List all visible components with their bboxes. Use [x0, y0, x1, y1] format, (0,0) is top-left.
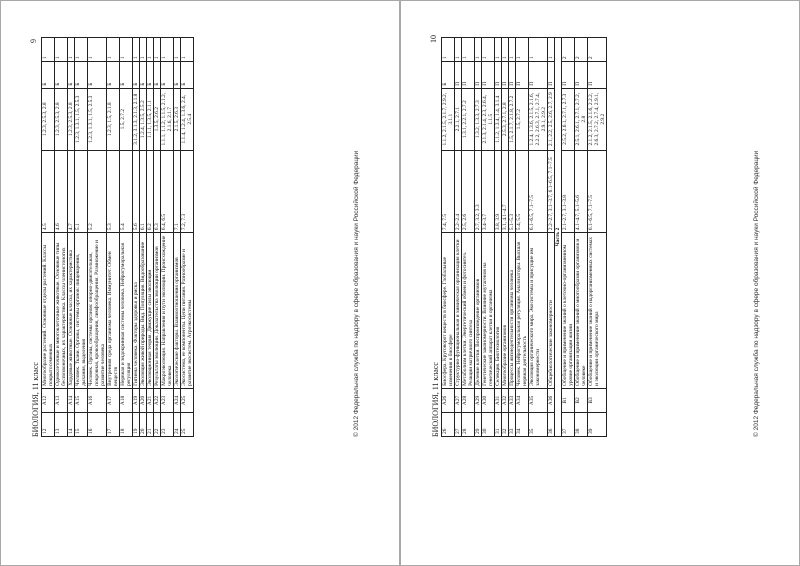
row-number: 25	[181, 412, 194, 436]
max-points: 1	[174, 38, 181, 62]
max-points: 1	[502, 38, 509, 62]
table-row	[509, 38, 516, 437]
row-number: 34	[516, 412, 529, 436]
row-number: 15	[75, 412, 88, 436]
topic-cell: Макроэволюция. Направления и пути эволюции. Происхождение человека	[161, 233, 174, 389]
topic-cell: Эволюция живой природы. Вид. Популяция. Видообразование	[140, 233, 147, 389]
table-row	[154, 38, 161, 437]
table-row	[548, 38, 555, 437]
row-number: 37	[562, 412, 575, 436]
requirement-codes: 2.1.5, 2.6.3	[174, 88, 181, 150]
max-points: 2	[562, 38, 575, 62]
difficulty-level: Б	[88, 62, 107, 89]
rotated-page-content	[1, 1, 399, 566]
topic-cell: Эволюционная теория. Движущие силы эволюции	[147, 233, 154, 389]
max-points: 1	[107, 38, 120, 62]
topic-cell: Общебиологические закономерности	[548, 233, 555, 389]
task-code: A25	[181, 388, 194, 412]
table-row	[140, 38, 147, 437]
task-code: A26	[442, 388, 455, 412]
content-codes: 5.4, 5.5	[516, 150, 529, 232]
task-code: A30	[482, 388, 495, 412]
task-code: A20	[140, 388, 147, 412]
table-row	[75, 38, 88, 437]
requirement-codes: 1.2.3, 1.5, 2.1.8	[107, 88, 120, 150]
content-codes: 5.1–5.3	[509, 150, 516, 232]
table-row	[68, 38, 75, 437]
row-number: 31	[495, 412, 502, 436]
task-code: A12	[42, 388, 55, 412]
difficulty-level: Б	[140, 62, 147, 89]
difficulty-level: Б	[181, 62, 194, 89]
task-code: A18	[120, 388, 133, 412]
task-code: A15	[75, 388, 88, 412]
topic-cell: Человек. Нейрогуморальная регуляция. Анализаторы. Высшая нервная деятельность	[516, 233, 529, 389]
requirement-codes: 1.2.3, 2.5.3, 2.8	[42, 88, 55, 150]
difficulty-level: Б	[161, 62, 174, 89]
topic-cell: Структурно-функциональная и химическая организация клетки	[455, 233, 462, 389]
difficulty-level: П	[455, 62, 462, 89]
row-number: 18	[120, 412, 133, 436]
difficulty-level: Б	[147, 62, 154, 89]
difficulty-level: П	[509, 62, 516, 89]
task-code: A19	[133, 388, 140, 412]
requirement-codes: 2.5.2, 2.6.1, 2.7.1, 2.7.3	[562, 88, 575, 150]
topic-cell: Внутренняя среда организма человека. Иммунитет. Обмен веществ	[107, 233, 120, 389]
content-codes: 7.2, 7.3	[181, 150, 194, 232]
requirement-codes: 1.5, 2.7.2	[120, 88, 133, 150]
max-points: 1	[509, 38, 516, 62]
content-codes: 5.3	[107, 150, 120, 232]
content-codes: 2.1–2.7, 3.1–3.8	[562, 150, 575, 232]
content-codes: 5.2	[88, 150, 107, 232]
row-number: 32	[502, 412, 509, 436]
rotated-page-content	[401, 1, 799, 566]
topic-cell: Генетические закономерности. Влияние мутагенов на генетический аппарат клетки и организма	[482, 233, 495, 389]
max-points: 1	[147, 38, 154, 62]
content-codes: 2.2–2.7, 3.1–3.7, 6.1–6.5, 7.1–7.5	[548, 150, 555, 232]
max-points: 1	[75, 38, 88, 62]
task-code: A21	[147, 388, 154, 412]
requirement-codes: 2.1, 2.2, 2.5, 2.6, 2.7, 2.9	[548, 88, 555, 150]
content-codes: 3.1, 4.1–4.7	[502, 150, 509, 232]
difficulty-level: П	[502, 62, 509, 89]
requirement-codes: 1.2.3, 2.5.3, 2.8	[55, 88, 68, 150]
difficulty-level: П	[548, 62, 555, 89]
max-points: 1	[120, 38, 133, 62]
content-codes: 6.1–6.5, 7.1–7.5	[588, 150, 607, 232]
content-codes: 4.6	[55, 150, 68, 232]
row-number: 20	[140, 412, 147, 436]
topic-cell: Многообразие растений. Основные отделы растений. Классы покрытосеменных	[42, 233, 55, 389]
topic-cell: Экосистема, ее компоненты. Цепи питания. Разнообразие и развитие экосистем. Агроэкосистемы	[181, 233, 194, 389]
row-number: 29	[475, 412, 482, 436]
part-separator-row	[555, 38, 562, 437]
task-code: B2	[575, 388, 588, 412]
difficulty-level: П	[529, 62, 548, 89]
max-points: 1	[482, 38, 495, 62]
copyright-footer: © 2012 Федеральная служба по надзору в сфере образования и науки Российской Федерации	[353, 150, 360, 437]
task-code: A13	[55, 388, 68, 412]
requirement-codes: 1.2.3, 2.5.3, 2.8	[68, 88, 75, 150]
difficulty-level: П	[562, 62, 575, 89]
difficulty-level: Б	[107, 62, 120, 89]
max-points: 1	[516, 38, 529, 62]
row-number: 28	[462, 412, 475, 436]
difficulty-level: П	[575, 62, 588, 89]
row-number: 16	[88, 412, 107, 436]
topic-cell: Обобщение и применение знаний о надорганизменных системах и эволюции органического мира	[588, 233, 607, 389]
difficulty-level: Б	[75, 62, 88, 89]
table-row	[502, 38, 509, 437]
difficulty-level: Б	[442, 62, 455, 89]
max-points: 1	[495, 38, 502, 62]
content-codes: 2.5, 2.6	[462, 150, 475, 232]
content-codes: 5.6	[133, 150, 140, 232]
difficulty-level: Б	[174, 62, 181, 89]
row-number: 13	[55, 412, 68, 436]
task-code: A22	[154, 388, 161, 412]
max-points: 1	[529, 38, 548, 62]
table-row	[575, 38, 588, 437]
max-points: 1	[161, 38, 174, 62]
requirement-codes: 1.2.3, 1.3.1, 1.5, 2.5.3	[75, 88, 88, 150]
max-points: 1	[42, 38, 55, 62]
task-code: A33	[509, 388, 516, 412]
table-row	[107, 38, 120, 437]
row-number: 26	[442, 412, 455, 436]
table-row	[120, 38, 133, 437]
task-code: A16	[88, 388, 107, 412]
task-code: A29	[475, 388, 482, 412]
topic-cell: Метаболизм клетки. Энергетический обмен и фотосинтез. Реакции матричного синтеза	[462, 233, 475, 389]
task-code: A31	[495, 388, 502, 412]
table-row	[55, 38, 68, 437]
task-code: A14	[68, 388, 75, 412]
table-row	[42, 38, 55, 437]
content-codes: 4.7	[68, 150, 75, 232]
task-code: A36	[548, 388, 555, 412]
table-row	[562, 38, 575, 437]
max-points: 1	[455, 38, 462, 62]
content-codes: 7.1	[174, 150, 181, 232]
row-number: 35	[529, 412, 548, 436]
difficulty-level: Б	[133, 62, 140, 89]
requirement-codes: 1.2.4, 1.3.6, 2.1.5, 2.1.6, 2.2.2, 2.6.3, 2.7.1, 2.7.4, 2.9.1, 2.9.2	[529, 88, 548, 150]
row-number: 21	[147, 412, 154, 436]
row-number: 36	[548, 412, 555, 436]
difficulty-level: П	[516, 62, 529, 89]
topic-cell: Обобщение и применение знаний о клеточно-организменном уровне организации жизни	[562, 233, 575, 389]
content-codes: 4.5	[42, 150, 55, 232]
requirement-codes: 3.1.2, 3.1.3, 2.1.3, 2.1.8	[133, 88, 140, 150]
difficulty-level: П	[475, 62, 482, 89]
row-number: 22	[154, 412, 161, 436]
content-codes: 6.2	[147, 150, 154, 232]
table-row	[174, 38, 181, 437]
content-codes: 6.1–6.5, 7.1–7.5	[529, 150, 548, 232]
requirement-codes: 1.3.1, 2.2.1, 2.7.2	[462, 88, 475, 150]
page-number: 9	[29, 39, 38, 43]
requirement-codes: 1.1.1, 1.1.2, 1.1.5, 2.1.2, 2.1.6, 2.1.7	[161, 88, 174, 150]
content-codes: 2.2–2.4	[455, 150, 462, 232]
max-points: 2	[575, 38, 588, 62]
topic-cell: Биосфера. Круговорот веществ в биосфере. Глобальные изменения в биосфере	[442, 233, 455, 389]
topic-cell: Многообразие организмов	[502, 233, 509, 389]
table-row	[88, 38, 107, 437]
difficulty-level: П	[462, 62, 475, 89]
requirement-codes: 1.3.2, 1.3.3, 2.7.3	[475, 88, 482, 150]
row-number: 30	[482, 412, 495, 436]
task-code: A35	[529, 388, 548, 412]
topic-cell: Хордовые животные. Основные классы, их характеристика	[68, 233, 75, 389]
topic-cell: Одноклеточные и многоклеточные животные. Основные типы беспозвоночных, их характеристика. Классы членистоногих	[55, 233, 68, 389]
content-codes: 6.3	[154, 150, 161, 232]
row-number: 27	[455, 412, 462, 436]
requirement-codes: 2.2.1, 2.7.1	[455, 88, 462, 150]
task-code: A17	[107, 388, 120, 412]
max-points: 1	[88, 38, 107, 62]
max-points: 1	[68, 38, 75, 62]
content-codes: 4.1–4.7, 5.1–5.6	[575, 150, 588, 232]
difficulty-level: П	[495, 62, 502, 89]
topic-cell: Человек. Ткани. Органы, системы органов: пищеварения, дыхания, выделения	[75, 233, 88, 389]
content-codes: 5.1	[75, 150, 88, 232]
requirement-codes: 1.1.4, 1.2.4, 1.3.6, 2.4, 2.5.4	[181, 88, 194, 150]
content-codes: 6.4, 6.5	[161, 150, 174, 232]
content-codes: 5.4	[120, 150, 133, 232]
difficulty-level: П	[588, 62, 607, 89]
page-header: БИОЛОГИЯ, 11 класс	[431, 362, 440, 437]
table-row	[161, 38, 174, 437]
table-row	[133, 38, 140, 437]
requirement-codes: 2.5.3, 2.7.1, 2.8	[502, 88, 509, 150]
row-number: 12	[42, 412, 55, 436]
spec-table	[441, 37, 607, 437]
max-points: 1	[442, 38, 455, 62]
requirement-codes: 1.1.2, 2.1.5, 2.1.7, 2.9.2, 3.1.1	[442, 88, 455, 150]
max-points: 1	[475, 38, 482, 62]
task-code: B1	[562, 388, 575, 412]
topic-cell: Эволюция органического мира. Экосистемы и присущие им закономерности	[529, 233, 548, 389]
row-number: 19	[133, 412, 140, 436]
content-codes: 3.8, 3.9	[495, 150, 502, 232]
table-row	[462, 38, 475, 437]
table-row	[181, 38, 194, 437]
task-code: A28	[462, 388, 475, 412]
max-points: 1	[140, 38, 147, 62]
table-row	[588, 38, 607, 437]
row-number: 14	[68, 412, 75, 436]
table-row	[475, 38, 482, 437]
topic-cell: Селекция. Биотехнология	[495, 233, 502, 389]
task-code: A23	[161, 388, 174, 412]
task-code: A32	[502, 388, 509, 412]
requirement-codes: 2.1.2, 2.1.5, 2.1.6, 2.2.2, 2.6.3, 2.7.2, 2.7.4, 2.9.1, 2.9.2	[588, 88, 607, 150]
task-code: A34	[516, 388, 529, 412]
row-number: 17	[107, 412, 120, 436]
task-code: A24	[174, 388, 181, 412]
row-number: 23	[161, 412, 174, 436]
page-header: БИОЛОГИЯ, 11 класс	[31, 362, 40, 437]
requirement-codes: 1.2.3, 1.3.1, 1.5, 2.5.3	[88, 88, 107, 150]
requirement-codes: 1.5, 2.1.7, 2.1.8, 2.7.2	[509, 88, 516, 150]
content-codes: 2.7, 3.2, 3.3	[475, 150, 482, 232]
content-codes: 3.4–3.7	[482, 150, 495, 232]
max-points: 1	[55, 38, 68, 62]
max-points: 1	[462, 38, 475, 62]
document-page-10	[400, 0, 800, 566]
row-number: 38	[575, 412, 588, 436]
topic-cell: Нервная и эндокринная системы человека. Нейрогуморальная регуляция	[120, 233, 133, 389]
requirement-codes: 1.1.1, 1.3.5, 2.1.1	[147, 88, 154, 150]
row-number: 33	[509, 412, 516, 436]
row-number: 39	[588, 412, 607, 436]
table-row	[482, 38, 495, 437]
row-number: 24	[174, 412, 181, 436]
requirement-codes: 2.5.1, 2.6.1, 2.7.1, 2.7.2, 2.8	[575, 88, 588, 150]
table-row	[495, 38, 502, 437]
topic-cell: Результаты эволюции. Доказательства эволюции организмов	[154, 233, 161, 389]
topic-cell: Гигиена человека. Факторы здоровья и риска	[133, 233, 140, 389]
content-codes: 7.4, 7.5	[442, 150, 455, 232]
topic-cell: Обобщение и применение знаний о многообразии организмов и человеке	[575, 233, 588, 389]
requirement-codes: 1.1.2, 1.3.4, 1.4, 3.1.4	[495, 88, 502, 150]
max-points: 2	[588, 38, 607, 62]
difficulty-level: П	[482, 62, 495, 89]
requirement-codes: 1.5, 2.7.2	[516, 88, 529, 150]
table-row	[455, 38, 462, 437]
table-row	[147, 38, 154, 437]
topic-cell: Человек. Органы, системы органов: опорно-двигательная, покровная, кровообращения, лимфообращения. Размножение и развитие человека	[88, 233, 107, 389]
task-code: A27	[455, 388, 462, 412]
difficulty-level: Б	[42, 62, 55, 89]
part-label: Часть 2	[555, 38, 562, 437]
content-codes: 6.1	[140, 150, 147, 232]
table-row	[516, 38, 529, 437]
requirement-codes: 1.3.5, 2.6.2	[154, 88, 161, 150]
requirement-codes: 1.2.4, 1.3.5, 2.5.2	[140, 88, 147, 150]
table-row	[529, 38, 548, 437]
topic-cell: Процессы жизнедеятельности организма человека	[509, 233, 516, 389]
difficulty-level: Б	[154, 62, 161, 89]
page-number: 10	[429, 35, 438, 43]
max-points: 1	[154, 38, 161, 62]
spec-table	[41, 37, 194, 437]
max-points: 1	[133, 38, 140, 62]
max-points: 1	[548, 38, 555, 62]
topic-cell: Деление клетки. Воспроизведение организмов	[475, 233, 482, 389]
difficulty-level: Б	[68, 62, 75, 89]
topic-cell: Экологические факторы. Взаимоотношения организмов	[174, 233, 181, 389]
difficulty-level: Б	[120, 62, 133, 89]
requirement-codes: 2.1.3, 2.1.4, 2.3, 2.6.4, 1.1.5	[482, 88, 495, 150]
task-code: B3	[588, 388, 607, 412]
difficulty-level: Б	[55, 62, 68, 89]
table-row	[442, 38, 455, 437]
copyright-footer: © 2012 Федеральная служба по надзору в сфере образования и науки Российской Федерации	[753, 150, 760, 437]
max-points: 1	[181, 38, 194, 62]
